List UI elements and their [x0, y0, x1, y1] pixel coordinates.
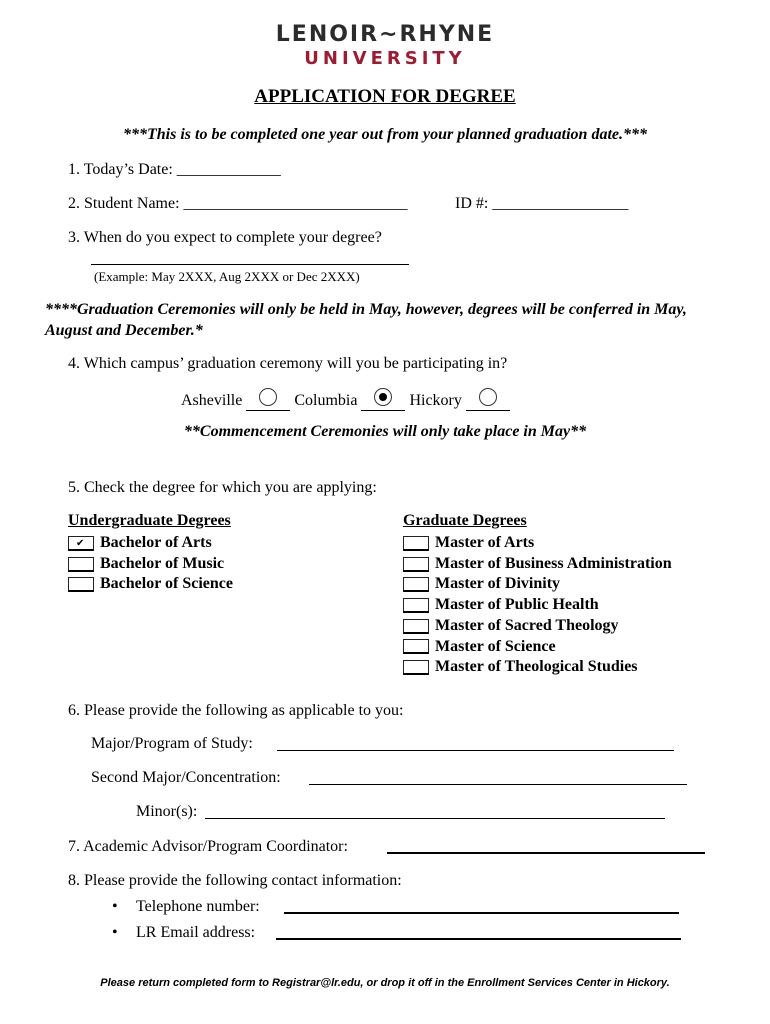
form-title: APPLICATION FOR DEGREE [254, 86, 516, 107]
checkbox[interactable] [403, 598, 429, 613]
checkbox[interactable] [403, 557, 429, 572]
grad-heading: Graduate Degrees [403, 512, 527, 529]
second-major-input-line[interactable] [309, 784, 687, 785]
degree-master-of-science[interactable] [395, 637, 672, 658]
campus-label-hickory: Hickory [409, 392, 462, 409]
degree-master-of-divinity[interactable] [395, 574, 672, 595]
campus-question: 4. Which campus’ graduation ceremony will you be participating in? [68, 355, 508, 372]
advisor-label: 7. Academic Advisor/Program Coordinator: [68, 838, 348, 855]
checkbox[interactable] [403, 639, 429, 654]
student-name-field[interactable]: 2. Student Name: ____________________________ [68, 195, 408, 212]
campus-radio-hickory-wrap [466, 388, 510, 411]
degree-question: 5. Check the degree for which you are applying: [68, 479, 377, 496]
degree-label: Bachelor of Arts [100, 534, 212, 551]
degree-master-of-business-administration[interactable] [395, 554, 672, 575]
checkbox[interactable] [403, 619, 429, 634]
contact-question: 8. Please provide the following contact information: [68, 872, 402, 889]
completion-question: 3. When do you expect to complete your degree? [68, 229, 382, 246]
ceremony-notice: ****Graduation Ceremonies will only be held in May, however, degrees will be conferred in May, August and December.* [45, 301, 687, 339]
email-label: LR Email address: [136, 924, 256, 941]
degree-label: Master of Theological Studies [435, 658, 638, 676]
university-logo-line1: LENOIR~RHYNE [275, 22, 495, 47]
major-input-line[interactable] [277, 750, 674, 751]
email-input-line[interactable] [276, 938, 681, 940]
bullet-email: • [112, 924, 118, 941]
degree-master-of-theological-studies[interactable] [395, 657, 672, 678]
todays-date-field[interactable]: 1. Today’s Date: _____________ [68, 161, 281, 178]
minor-input-line[interactable] [205, 818, 665, 819]
degree-label: Master of Sacred Theology [435, 616, 619, 634]
telephone-label: Telephone number: [136, 898, 260, 915]
campus-radio-asheville-wrap [246, 388, 290, 411]
student-id-field[interactable]: ID #: _________________ [455, 195, 629, 212]
undergrad-heading: Undergraduate Degrees [68, 512, 231, 529]
completion-example: (Example: May 2XXX, Aug 2XXX or Dec 2XXX) [94, 269, 360, 284]
degree-label: Master of Business Administration [435, 554, 672, 572]
degree-label: Master of Public Health [435, 596, 599, 614]
grad-list [395, 533, 672, 678]
campus-radio-hickory[interactable] [479, 388, 497, 406]
degree-bachelor-of-music[interactable] [60, 554, 233, 575]
campus-options [181, 388, 514, 411]
advisor-input-line[interactable] [387, 852, 705, 854]
campus-radio-columbia[interactable] [374, 388, 392, 406]
completion-notice: ***This is to be completed one year out from your planned graduation date.*** [122, 126, 647, 143]
undergrad-list [60, 533, 233, 595]
degree-master-of-public-health[interactable] [395, 595, 672, 616]
second-major-label: Second Major/Concentration: [91, 769, 281, 786]
checkbox[interactable] [403, 577, 429, 592]
campus-label-columbia: Columbia [294, 392, 358, 409]
major-label: Major/Program of Study: [91, 735, 253, 752]
degree-label: Master of Divinity [435, 575, 561, 593]
campus-radio-asheville[interactable] [259, 388, 277, 406]
telephone-input-line[interactable] [284, 912, 679, 914]
completion-date-input-line[interactable] [91, 264, 409, 265]
program-question: 6. Please provide the following as applicable to you: [68, 702, 404, 719]
checkbox[interactable] [68, 536, 94, 551]
degree-label: Bachelor of Music [100, 554, 225, 572]
degree-bachelor-of-science[interactable] [60, 574, 233, 595]
degree-label: Master of Arts [435, 534, 535, 551]
degree-bachelor-of-arts[interactable] [60, 533, 233, 554]
checkbox[interactable] [403, 660, 429, 675]
degree-label: Bachelor of Science [100, 575, 234, 593]
degree-label: Master of Science [435, 637, 556, 655]
return-instructions: Please return completed form to Registrar@lr.edu, or drop it off in the Enrollment Services Center in Hickory. [100, 977, 670, 989]
bullet-telephone: • [112, 898, 118, 915]
university-logo-line2: UNIVERSITY [304, 48, 466, 69]
campus-label-asheville: Asheville [181, 392, 243, 409]
checkbox[interactable] [68, 577, 94, 592]
checkbox[interactable] [68, 557, 94, 572]
degree-master-of-arts[interactable] [395, 533, 672, 554]
minor-label: Minor(s): [136, 803, 198, 820]
checkbox[interactable] [403, 536, 429, 551]
commencement-notice: **Commencement Ceremonies will only take place in May** [183, 423, 587, 440]
degree-master-of-sacred-theology[interactable] [395, 616, 672, 637]
campus-radio-columbia-wrap [361, 388, 405, 411]
